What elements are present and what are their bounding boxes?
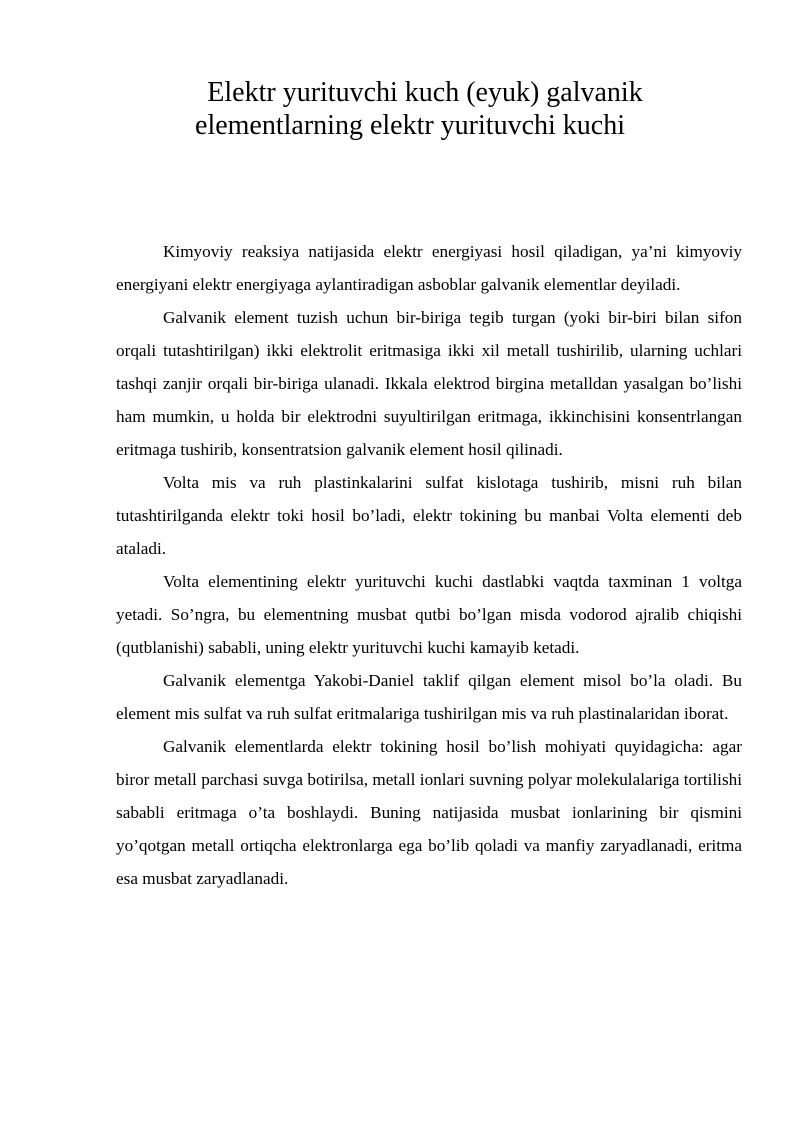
document-body: [116, 235, 742, 895]
paragraph: Volta mis va ruh plastinkalarini sulfat kislotaga tushirib, misni ruh bilan tutashtirilganda elektr toki hosil bo’ladi, elektr tokining bu manbai Volta elementi deb ataladi.: [116, 473, 742, 558]
paragraph: Volta elementining elektr yurituvchi kuchi dastlabki vaqtda taxminan 1 voltga yetadi. So’ngra, bu elementning musbat qutbi bo’lgan misda vodorod ajralib chiqishi (qutblanishi) sababli, uning elektr yurituvchi kuchi kamayib ketadi.: [116, 572, 742, 657]
paragraph: Galvanik elementga Yakobi-Daniel taklif qilgan element misol bo’la oladi. Bu element mis sulfat va ruh sulfat eritmalariga tushirilgan mis va ruh plastinalaridan iborat.: [116, 671, 742, 723]
page-title: [100, 76, 720, 142]
title-line-2: elementlarning elektr yurituvchi kuchi: [195, 110, 625, 141]
paragraph: Galvanik element tuzish uchun bir-biriga tegib turgan (yoki bir-biri bilan sifon orqali tutashtirilgan) ikki elektrolit eritmasiga ikki xil metall tushirilib, ularning uchlari tashqi zanjir orqali bir-biriga ulanadi. Ikkala elektrod birgina metalldan yasalgan bo’lishi ham mumkin, u holda bir elektrodni suyultirilgan eritmaga, ikkinchisini konsentrlangan eritmaga tushirib, konsentratsion galvanik element hosil qilinadi.: [116, 308, 742, 459]
paragraph: Kimyoviy reaksiya natijasida elektr energiyasi hosil qiladigan, ya’ni kimyoviy energiyani elektr energiyaga aylantiradigan asboblar galvanik elementlar deyiladi.: [116, 242, 742, 294]
paragraph: Galvanik elementlarda elektr tokining hosil bo’lish mohiyati quyidagicha: agar biror metall parchasi suvga botirilsa, metall ionlari suvning polyar molekulalariga tortilishi sababli eritmaga o’ta boshlaydi. Buning natijasida musbat ionlarining bir qismini yo’qotgan metall ortiqcha elektronlarga ega bo’lib qoladi va manfiy zaryadlanadi, eritma esa musbat zaryadlanadi.: [116, 737, 742, 888]
title-line-1: Elektr yurituvchi kuch (eyuk) galvanik: [207, 77, 643, 108]
